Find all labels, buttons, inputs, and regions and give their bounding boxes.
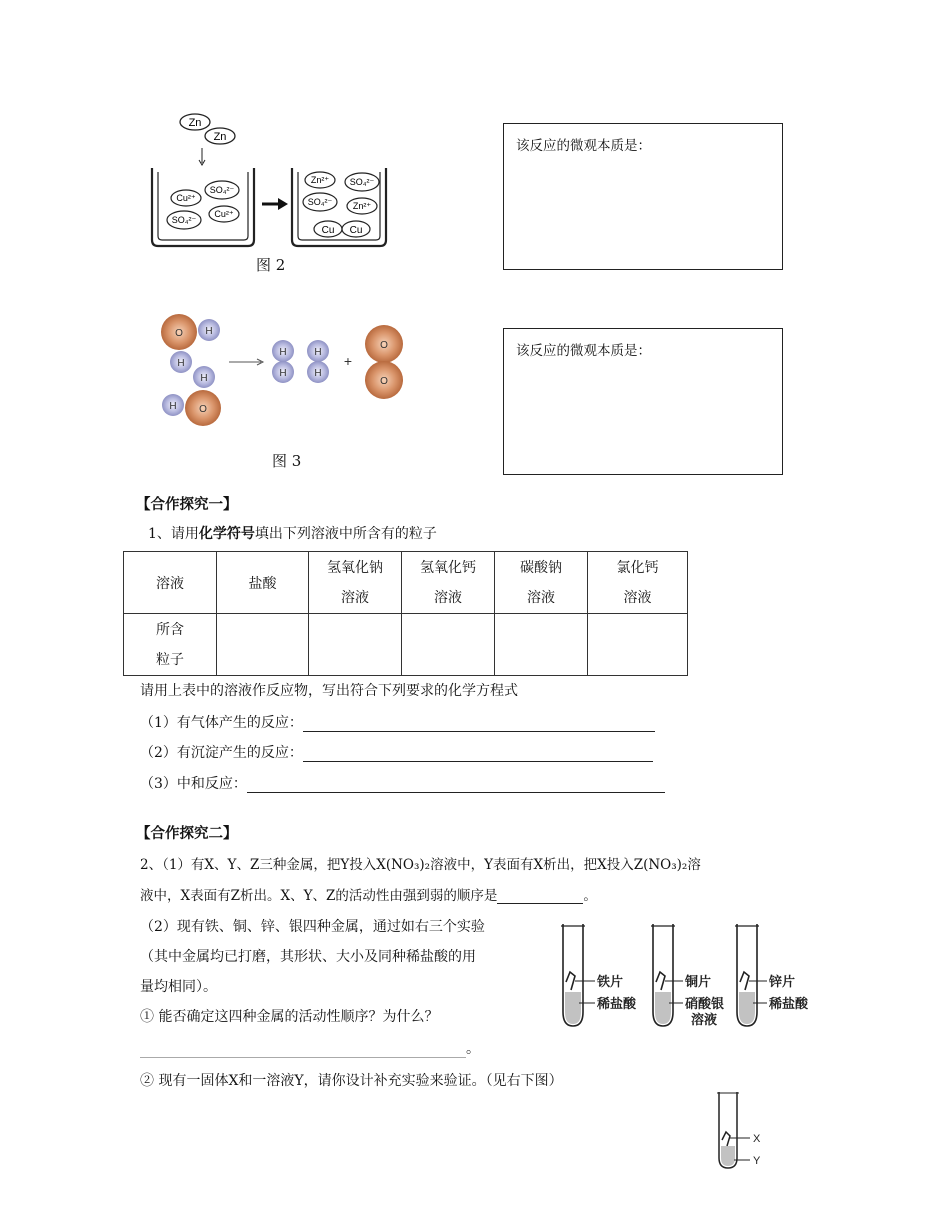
figure-2-caption: 图 2 xyxy=(256,256,286,274)
svg-text:SO₄²⁻: SO₄²⁻ xyxy=(349,177,375,187)
svg-text:Zn²⁺: Zn²⁺ xyxy=(352,201,372,211)
svg-text:H: H xyxy=(169,401,177,412)
table-answer-cell[interactable] xyxy=(495,614,588,676)
svg-text:H: H xyxy=(177,358,185,369)
equation-instruction: 请用上表中的溶液作反应物，写出符合下列要求的化学方程式 xyxy=(140,683,518,699)
question-2-line-2: 液中，X表面有Z析出。X、Y、Z的活动性由强到弱的顺序是 。 xyxy=(140,888,597,904)
table-row-label: 所含 粒子 xyxy=(124,614,217,676)
answer-box-1[interactable] xyxy=(503,123,783,270)
svg-text:Zn: Zn xyxy=(188,117,202,129)
svg-text:O: O xyxy=(199,404,207,415)
svg-text:Cu: Cu xyxy=(349,225,363,236)
svg-text:H: H xyxy=(279,347,287,358)
table-header-cell: 氢氧化钙 溶液 xyxy=(402,552,495,614)
table-header-cell: 氯化钙 溶液 xyxy=(588,552,688,614)
zn-atom xyxy=(180,114,210,130)
svg-text:H: H xyxy=(205,326,213,337)
section-1-heading: 【合作探究一】 xyxy=(136,496,238,513)
sub-question-1: ① 能否确定这四种金属的活动性顺序？为什么？ xyxy=(140,1009,439,1025)
answer-blank[interactable] xyxy=(140,1043,466,1058)
table-answer-cell[interactable] xyxy=(309,614,402,676)
question-2-part-2-line-3: 量均相同）。 xyxy=(140,979,217,995)
svg-text:O: O xyxy=(175,328,183,339)
svg-text:H: H xyxy=(314,347,322,358)
table-answer-cell[interactable] xyxy=(217,614,309,676)
svg-text:Zn: Zn xyxy=(213,131,227,143)
svg-text:Cu: Cu xyxy=(321,225,335,236)
tube-2-liquid-label: 硝酸银 xyxy=(685,996,725,1011)
table-answer-cell[interactable] xyxy=(588,614,688,676)
answer-box-2-label: 该反应的微观本质是： xyxy=(516,343,651,359)
svg-text:O: O xyxy=(380,376,388,387)
tube-3-liquid-label: 稀盐酸 xyxy=(769,996,809,1011)
zn-atom xyxy=(205,128,235,144)
question-2-part-2-line-1: （2）现有铁、铜、锌、银四种金属，通过如右三个实验 xyxy=(140,919,485,935)
question-2-part-2-line-2: （其中金属均已打磨，其形状、大小及同种稀盐酸的用 xyxy=(140,949,476,965)
table-answer-cell[interactable] xyxy=(402,614,495,676)
svg-text:+: + xyxy=(343,353,353,369)
table-row xyxy=(124,614,688,676)
sub-question-2: ② 现有一固体X和一溶液Y，请你设计补充实验来验证。（见右下图） xyxy=(140,1073,563,1089)
question-2-line-1: 2、（1）有X、Y、Z三种金属，把Y投入X(NO₃)₂溶液中，Y表面有X析出，把X投入Z(NO₃)₂溶 xyxy=(140,857,701,873)
answer-box-2[interactable] xyxy=(503,328,783,475)
answer-blank[interactable] xyxy=(303,717,655,732)
solution-table xyxy=(123,551,688,676)
figure-3-diagram xyxy=(155,310,420,435)
figure-3-caption: 图 3 xyxy=(272,452,302,470)
svg-text:Cu²⁺: Cu²⁺ xyxy=(214,209,234,219)
equation-item-2: （2）有沉淀产生的反应： xyxy=(140,742,653,762)
tube-2-metal-label: 铜片 xyxy=(685,974,712,989)
tube-1-metal-label: 铁片 xyxy=(597,974,624,989)
equation-item-3: （3）中和反应： xyxy=(140,773,665,793)
figure-2-diagram xyxy=(140,108,390,256)
left-beaker xyxy=(152,168,254,246)
svg-text:Cu²⁺: Cu²⁺ xyxy=(176,193,196,203)
svg-text:SO₄²⁻: SO₄²⁻ xyxy=(209,185,235,195)
table-header-cell: 碳酸钠 溶液 xyxy=(495,552,588,614)
tube-3-metal-label: 锌片 xyxy=(769,974,796,989)
svg-text:H: H xyxy=(200,373,208,384)
tube-y-label: Y xyxy=(753,1155,761,1167)
test-tube-experiments xyxy=(555,920,825,1040)
section-2-heading: 【合作探究二】 xyxy=(136,825,238,842)
answer-blank[interactable] xyxy=(247,778,665,793)
table-row xyxy=(124,552,688,614)
table-header-cell: 盐酸 xyxy=(217,552,309,614)
sub-question-1-answer: 。 xyxy=(140,1038,480,1058)
question-1: 1、请用化学符号填出下列溶液中所含有的粒子 xyxy=(148,526,437,542)
table-header-cell: 溶液 xyxy=(124,552,217,614)
test-tube-xy xyxy=(710,1088,790,1172)
tube-x-label: X xyxy=(753,1133,761,1145)
answer-box-1-label: 该反应的微观本质是： xyxy=(516,138,651,154)
svg-text:O: O xyxy=(380,340,388,351)
answer-blank[interactable] xyxy=(497,889,583,904)
svg-text:SO₄²⁻: SO₄²⁻ xyxy=(307,197,333,207)
svg-text:H: H xyxy=(279,368,287,379)
equation-item-1: （1）有气体产生的反应： xyxy=(140,712,655,732)
table-header-cell: 氢氧化钠 溶液 xyxy=(309,552,402,614)
svg-text:H: H xyxy=(314,368,322,379)
svg-text:Zn²⁺: Zn²⁺ xyxy=(310,175,330,185)
svg-text:SO₄²⁻: SO₄²⁻ xyxy=(171,215,197,225)
tube-1-liquid-label: 稀盐酸 xyxy=(597,996,637,1011)
tube-2-liquid-label-2: 溶液 xyxy=(691,1012,718,1027)
answer-blank[interactable] xyxy=(303,747,653,762)
